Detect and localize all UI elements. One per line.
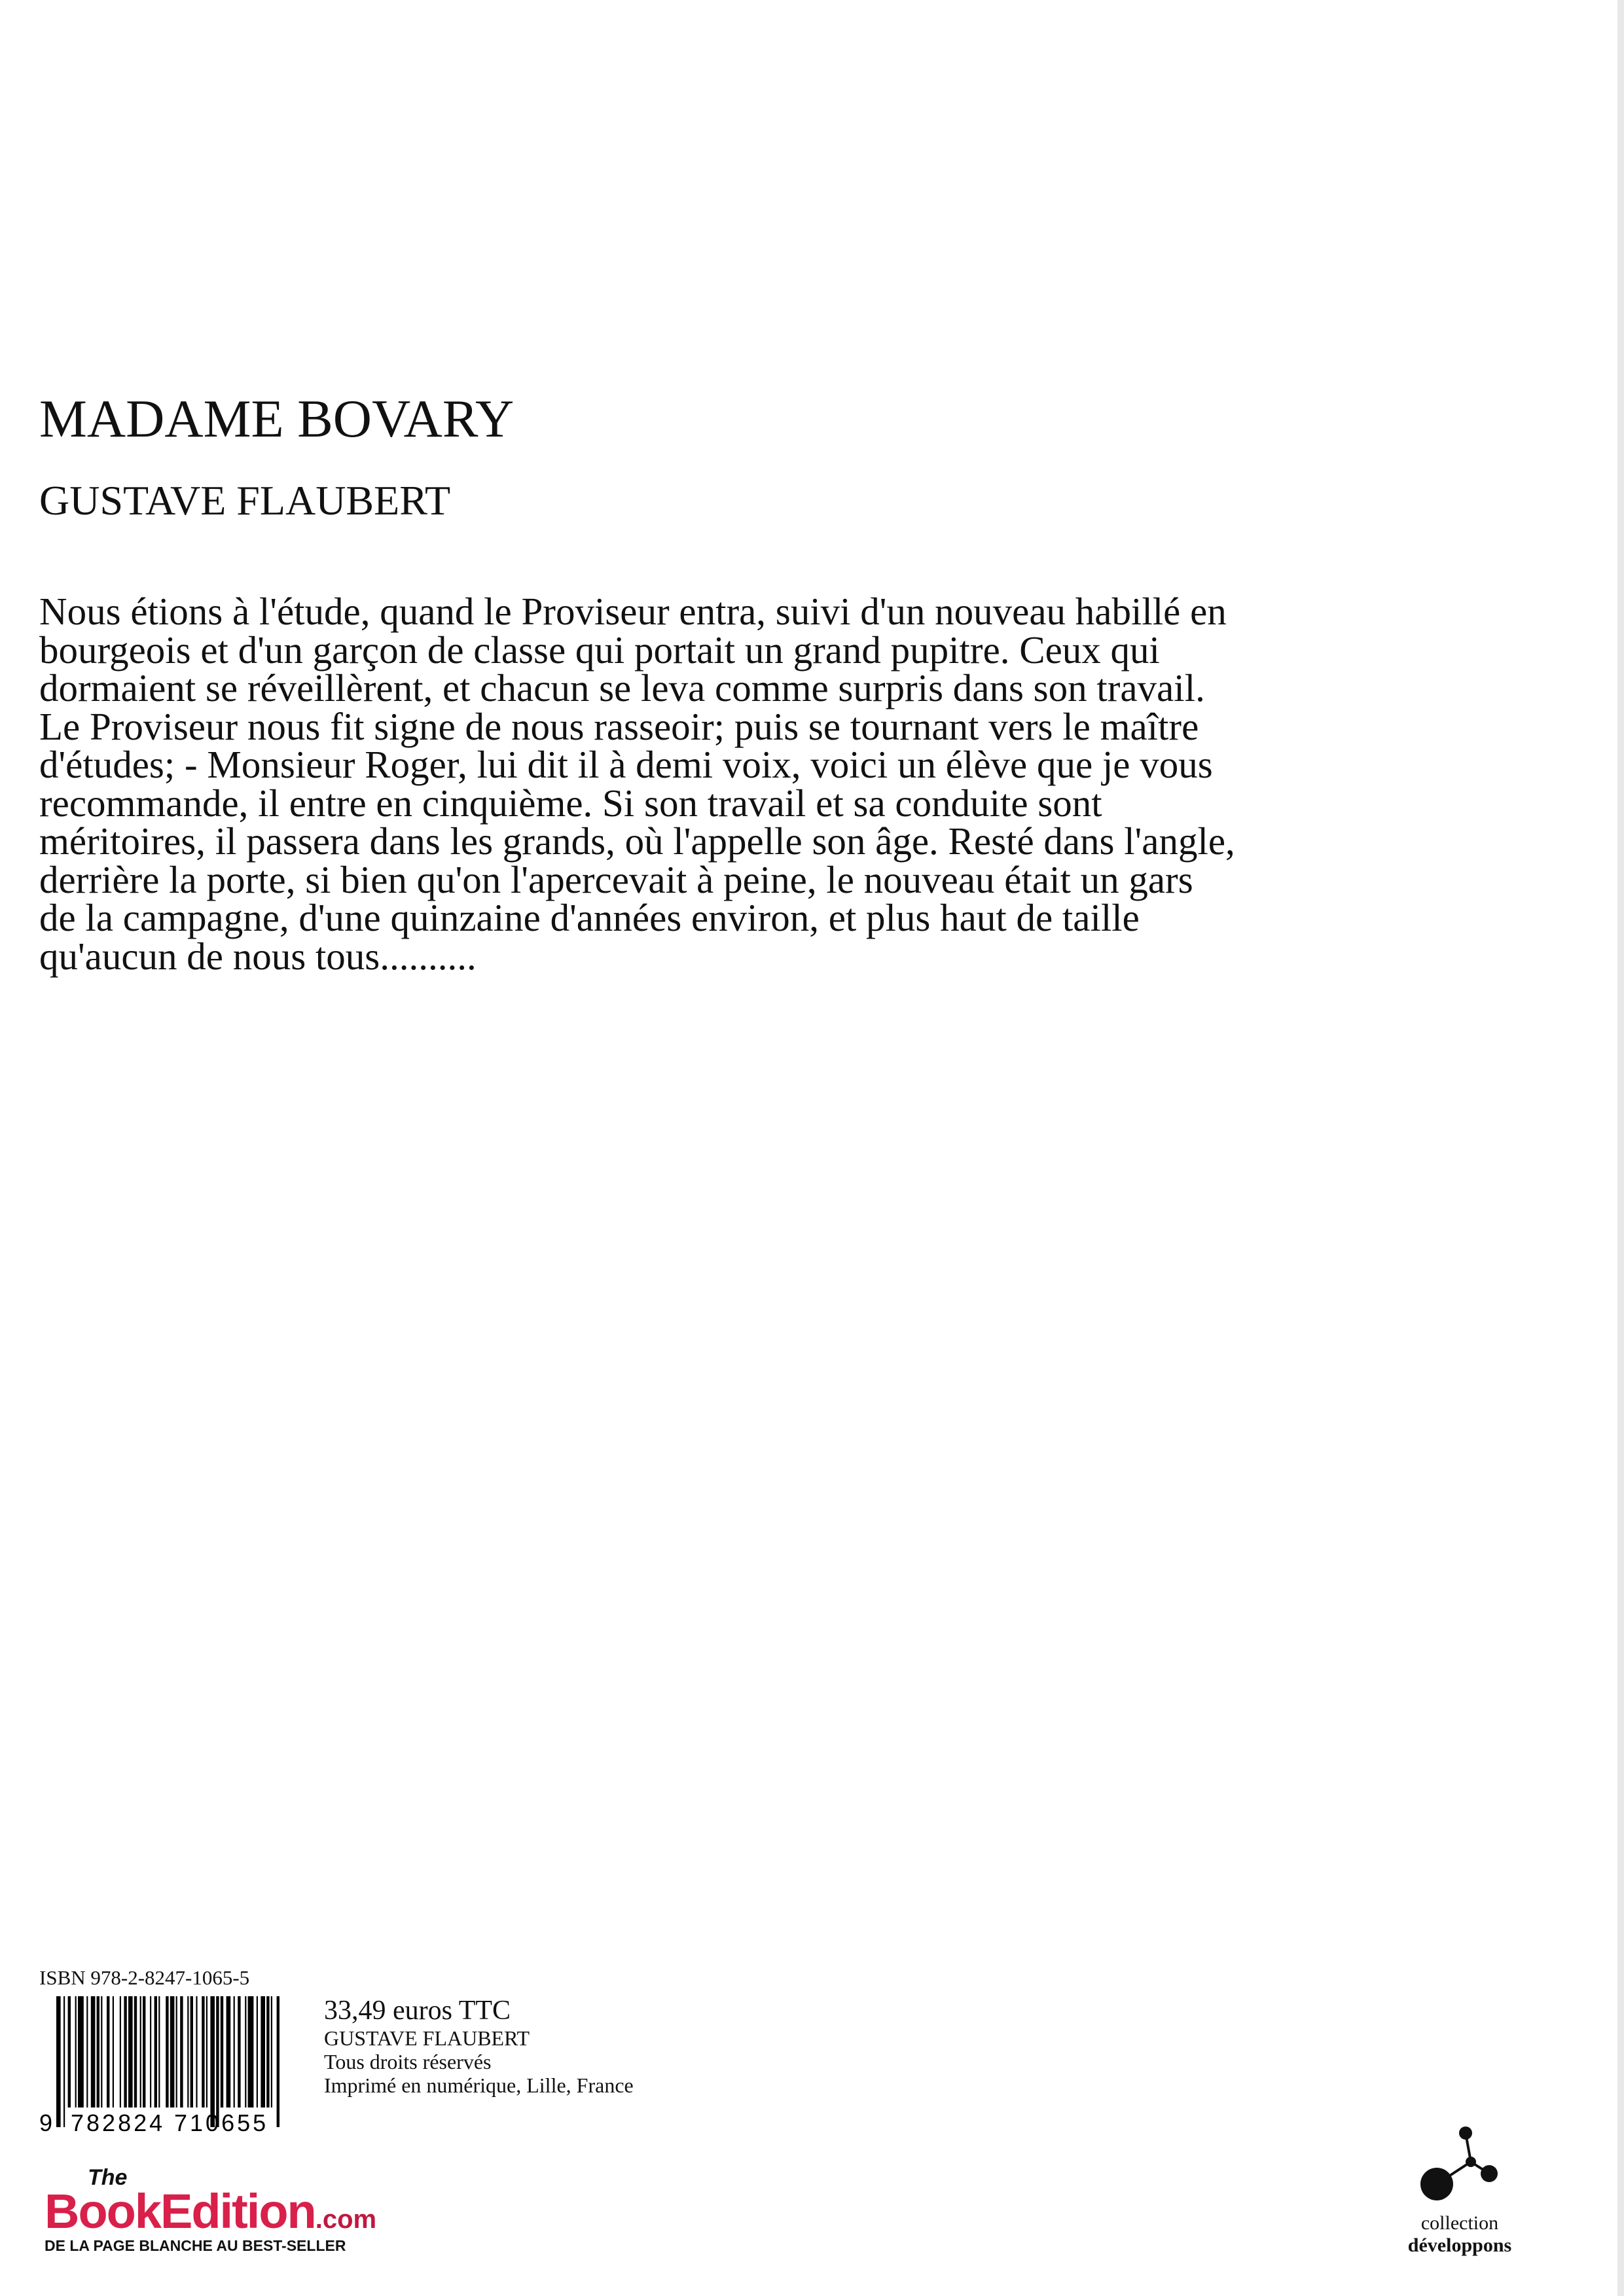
svg-text:9: 9: [39, 2109, 53, 2135]
barcode-bar: [128, 1996, 133, 2108]
price: 33,49 euros TTC: [324, 1996, 511, 2026]
publisher-name: [45, 2183, 376, 2239]
barcode-bar: [78, 1996, 84, 2108]
barcode-bar: [202, 1996, 204, 2108]
print-notice: Imprimé en numérique, Lille, France: [324, 2073, 634, 2097]
barcode-bar: [158, 1996, 160, 2108]
isbn-label: ISBN 978-2-8247-1065-5: [39, 1966, 250, 1989]
barcode-bar: [248, 1996, 254, 2108]
book-author: GUSTAVE FLAUBERT: [39, 477, 451, 524]
barcode-bar: [190, 1996, 193, 2108]
barcode-bar: [187, 1996, 189, 2108]
back-cover-blurb: Nous étions à l'étude, quand le Proviseur entra, suivi d'un nouveau habillé en bourgeois et d'un garçon de classe qui portait un grand pupitre. Ceux qui dormaient se réveillèrent, et chacun se leva comme surpris dans son travail. Le Proviseur nous fit signe de nous rasseoir; puis se tournant vers le maître d'études; - Monsieur Roger, lui dit il à demi voix, voici un élève que je vous recommande, il entre en cinquième. Si son travail et sa conduite sont méritoires, il passera dans les grands, où l'appelle son âge. Resté dans l'angle, derrière la porte, si bien qu'on l'apercevait à peine, le nouveau était un gars de la campagne, d'une quinzaine d'années environ, et plus haut de taille qu'aucun de nous tous..........: [39, 590, 1235, 978]
molecule-icon: [1407, 2124, 1499, 2202]
barcode-bar: [271, 1996, 272, 2108]
barcode-bar: [91, 1996, 96, 2108]
colophon: [324, 1995, 634, 2097]
rights-notice: Tous droits réservés: [324, 2050, 492, 2073]
barcode-bar: [56, 1996, 61, 2127]
barcode-bar: [257, 1996, 258, 2108]
barcode-bar: [63, 1996, 65, 2127]
barcode-bar: [245, 1996, 246, 2108]
publisher-tagline: DE LA PAGE BLANCHE AU BEST-SELLER: [45, 2237, 346, 2254]
svg-text:710655: 710655: [174, 2109, 269, 2135]
barcode-bar: [206, 1996, 208, 2108]
barcode-bar: [134, 1996, 137, 2108]
collection-word: collection: [1420, 2212, 1499, 2234]
barcode-bar: [261, 1996, 265, 2108]
barcode-bar: [143, 1996, 145, 2108]
book-title: MADAME BOVARY: [39, 389, 514, 448]
barcode-bar: [124, 1996, 126, 2108]
publisher-name-text: BookEdition: [45, 2184, 316, 2238]
barcode-bar: [166, 1996, 168, 2108]
barcode-bar: [140, 1996, 141, 2108]
isbn-barcode: [39, 1996, 283, 2135]
page-edge: [1617, 0, 1624, 2296]
barcode-bar: [221, 1996, 223, 2108]
publisher-logo: [45, 2160, 437, 2258]
barcode-bar: [113, 1996, 114, 2108]
barcode-bar: [154, 1996, 157, 2108]
barcode-bar: [97, 1996, 99, 2108]
barcode-bar: [266, 1996, 269, 2108]
barcode-bar: [226, 1996, 231, 2108]
collection-name: développons: [1407, 2234, 1512, 2256]
barcode-bar: [216, 1996, 219, 2127]
svg-text:782824: 782824: [71, 2109, 166, 2135]
colophon-author: GUSTAVE FLAUBERT: [324, 2026, 530, 2050]
barcode-bar: [234, 1996, 235, 2108]
barcode-bar: [170, 1996, 175, 2108]
barcode-bar: [210, 1996, 215, 2127]
publisher-the: The: [88, 2165, 128, 2190]
barcode-bar: [176, 1996, 177, 2108]
barcode-bar: [150, 1996, 151, 2108]
publisher-domain: .com: [315, 2205, 377, 2234]
barcode-bar: [180, 1996, 183, 2108]
barcode-bar: [75, 1996, 77, 2108]
barcode-bar: [196, 1996, 197, 2108]
barcode-bar: [238, 1996, 240, 2108]
barcode-bar: [277, 1996, 280, 2127]
collection-label: [1368, 2212, 1551, 2257]
barcode-bar: [68, 1996, 71, 2108]
barcode-bar: [101, 1996, 102, 2108]
barcode-bar: [107, 1996, 109, 2108]
barcode-bar: [86, 1996, 88, 2108]
barcode-bar: [120, 1996, 121, 2108]
